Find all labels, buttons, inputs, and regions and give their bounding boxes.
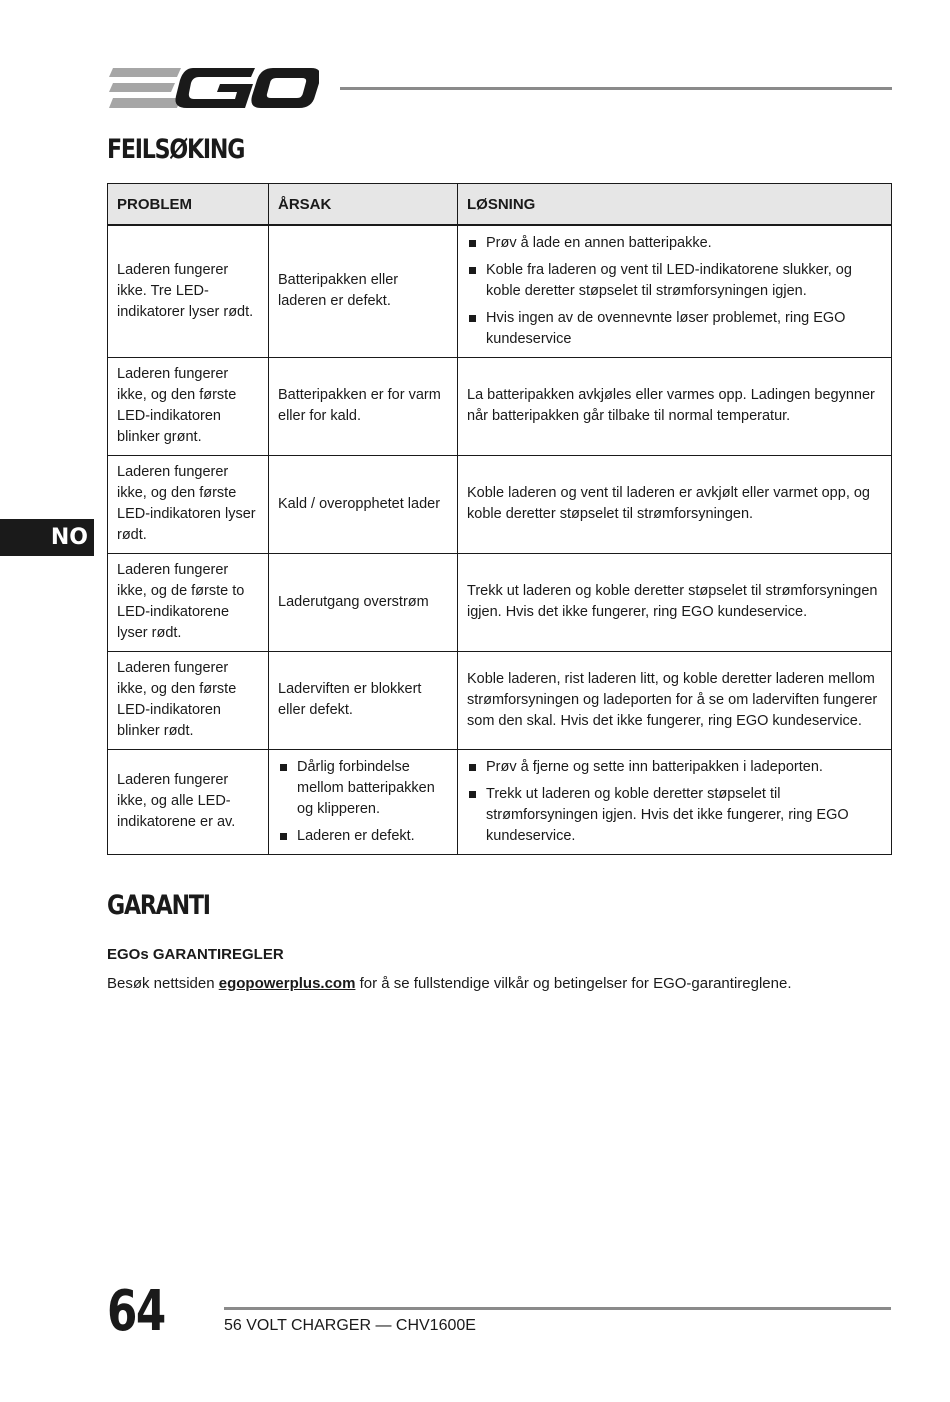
solution-item: Prøv å fjerne og sette inn batteripakken i ladeporten. [467,757,882,778]
column-header-solution: LØSNING [458,184,892,226]
problem-cell: Laderen fungerer ikke, og de første to LED-indikatorene lyser rødt. [108,553,269,651]
language-tab: NO [0,519,94,556]
solution-cell: Trekk ut laderen og koble deretter støpselet til strømforsyningen igjen. Hvis det ikke fungerer, ring EGO kundeservice. [458,553,892,651]
cause-cell: Laderutgang overstrøm [269,553,458,651]
table-row [108,455,892,553]
warranty-title: GARANTI [107,890,210,921]
header-rule [340,87,892,90]
solution-cell [458,225,892,357]
cause-cell: Batteripakken er for varm eller for kald. [269,357,458,455]
footer-product: 56 VOLT CHARGER — CHV1600E [224,1317,476,1334]
solution-item: Prøv å lade en annen batteripakke. [467,233,882,254]
table-row [108,357,892,455]
column-header-problem: PROBLEM [108,184,269,226]
solution-item: Koble fra laderen og vent til LED-indikatorene slukker, og koble deretter støpselet til strømforsyningen igjen. [467,260,882,302]
page-number: 64 [107,1279,165,1344]
warranty-text [107,975,791,992]
solution-item: Hvis ingen av de ovennevnte løser problemet, ring EGO kundeservice [467,308,882,350]
warranty-link[interactable]: egopowerplus.com [218,975,356,992]
cause-cell: Kald / overopphetet lader [269,455,458,553]
troubleshooting-table [107,183,892,855]
solution-cell: Koble laderen, rist laderen litt, og koble deretter laderen mellom strømforsyningen og ladeporten for å se om laderviften fungerer som den skal. Hvis det ikke fungerer, ring EGO kundeservice. [458,651,892,749]
ego-logo-icon [107,64,319,112]
column-header-cause: ÅRSAK [269,184,458,226]
solution-cell: Koble laderen og vent til laderen er avkjølt eller varmet opp, og koble deretter støpselet til strømforsyningen. [458,455,892,553]
warranty-text-after: for å se fullstendige vilkår og betingelser for EGO-garantireglene. [355,975,792,992]
table-row [108,225,892,357]
problem-cell: Laderen fungerer ikke, og den første LED-indikatoren blinker rødt. [108,651,269,749]
problem-cell: Laderen fungerer ikke, og den første LED-indikatoren blinker grønt. [108,357,269,455]
problem-cell: Laderen fungerer ikke. Tre LED-indikatorer lyser rødt. [108,225,269,357]
cause-cell: Laderviften er blokkert eller defekt. [269,651,458,749]
footer-rule [224,1307,891,1310]
cause-item: Laderen er defekt. [278,826,448,847]
solution-item: Trekk ut laderen og koble deretter støpselet til strømforsyningen igjen. Hvis det ikke fungerer, ring EGO kundeservice. [467,784,882,847]
table-row [108,651,892,749]
solution-cell: La batteripakken avkjøles eller varmes opp. Ladingen begynner når batteripakken går tilbake til normal temperatur. [458,357,892,455]
solution-cell [458,749,892,854]
problem-cell: Laderen fungerer ikke, og alle LED-indikatorene er av. [108,749,269,854]
table-header-row [108,184,892,226]
troubleshooting-title: FEILSØKING [107,134,245,165]
warranty-text-before: Besøk nettsiden [107,975,219,992]
warranty-subtitle: EGOs GARANTIREGLER [107,946,284,963]
cause-item: Dårlig forbindelse mellom batteripakken og klipperen. [278,757,448,820]
cause-cell: Batteripakken eller laderen er defekt. [269,225,458,357]
table-row [108,553,892,651]
table-row [108,749,892,854]
problem-cell: Laderen fungerer ikke, og den første LED-indikatoren lyser rødt. [108,455,269,553]
cause-cell [269,749,458,854]
